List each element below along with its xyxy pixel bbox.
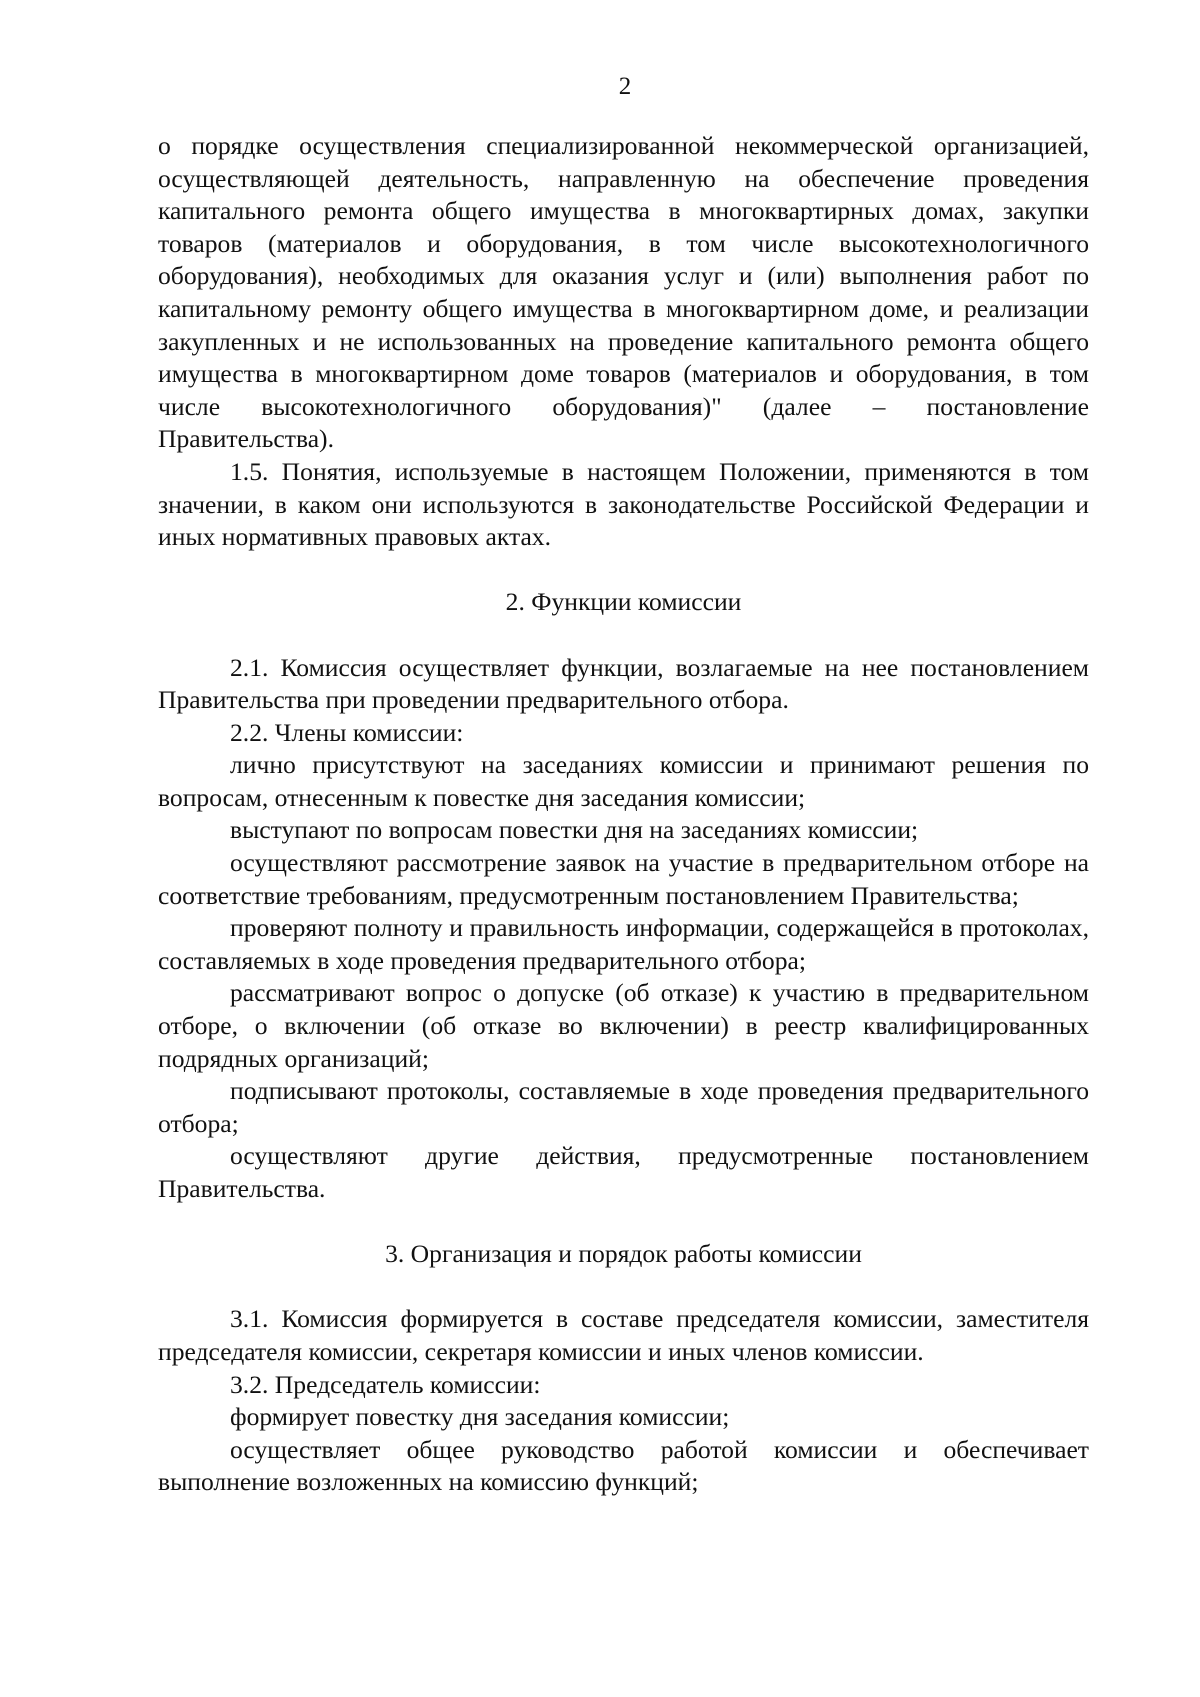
section-heading: 2. Функции комиссии: [505, 587, 742, 617]
paragraph: о порядке осуществления специализированной некоммерческой организацией, осуществляющей деятельность, направленную на обеспечение проведения капитального ремонта общего имущества в многоквартирных домах, закупки товаров (материалов и оборудования, в том числе высокотехнологичного оборудования), необходимых для оказания услуг и (или) выполнения работ по капитальному ремонту общего имущества в многоквартирном доме, и реализации закупленных и не использованных на проведение капитального ремонта общего имущества в многоквартирном доме товаров (материалов и оборудования, в том числе высокотехнологичного оборудования)" (далее – постановление Правительства).: [158, 131, 1089, 454]
paragraph: 2.2. Члены комиссии:: [230, 717, 464, 747]
list-item: выступают по вопросам повестки дня на заседаниях комиссии;: [230, 815, 919, 845]
document-body: [158, 130, 1089, 1499]
list-item: подписывают протоколы, составляемые в ходе проведения предварительного отбора;: [158, 1076, 1089, 1138]
paragraph: 3.1. Комиссия формируется в составе председателя комиссии, заместителя председателя комиссии, секретаря комиссии и иных членов комиссии.: [158, 1304, 1089, 1366]
list-item: проверяют полноту и правильность информации, содержащейся в протоколах, составляемых в ходе проведения предварительного отбора;: [158, 913, 1089, 975]
section-heading: 3. Организация и порядок работы комиссии: [385, 1239, 862, 1269]
list-item: осуществляют другие действия, предусмотренные постановлением Правительства.: [158, 1141, 1089, 1203]
list-item: рассматривают вопрос о допуске (об отказе) к участию в предварительном отборе, о включении (об отказе во включении) в реестр квалифицированных подрядных организаций;: [158, 978, 1089, 1073]
paragraph: 3.2. Председатель комиссии:: [230, 1369, 541, 1399]
list-item: осуществляют рассмотрение заявок на участие в предварительном отборе на соответствие требованиям, предусмотренным постановлением Правительства;: [158, 848, 1089, 910]
list-item: формирует повестку дня заседания комиссии;: [230, 1402, 730, 1432]
list-item: лично присутствуют на заседаниях комиссии и принимают решения по вопросам, отнесенным к повестке дня заседания комиссии;: [158, 750, 1089, 812]
list-item: осуществляет общее руководство работой комиссии и обеспечивает выполнение возложенных на комиссию функций;: [158, 1434, 1089, 1497]
paragraph: 2.1. Комиссия осуществляет функции, возлагаемые на нее постановлением Правительства при проведении предварительного отбора.: [158, 652, 1089, 715]
page-number: 2: [618, 73, 632, 100]
paragraph: 1.5. Понятия, используемые в настоящем Положении, применяются в том значении, в каком они используются в законодательстве Российской Федерации и иных нормативных правовых актах.: [158, 456, 1089, 552]
